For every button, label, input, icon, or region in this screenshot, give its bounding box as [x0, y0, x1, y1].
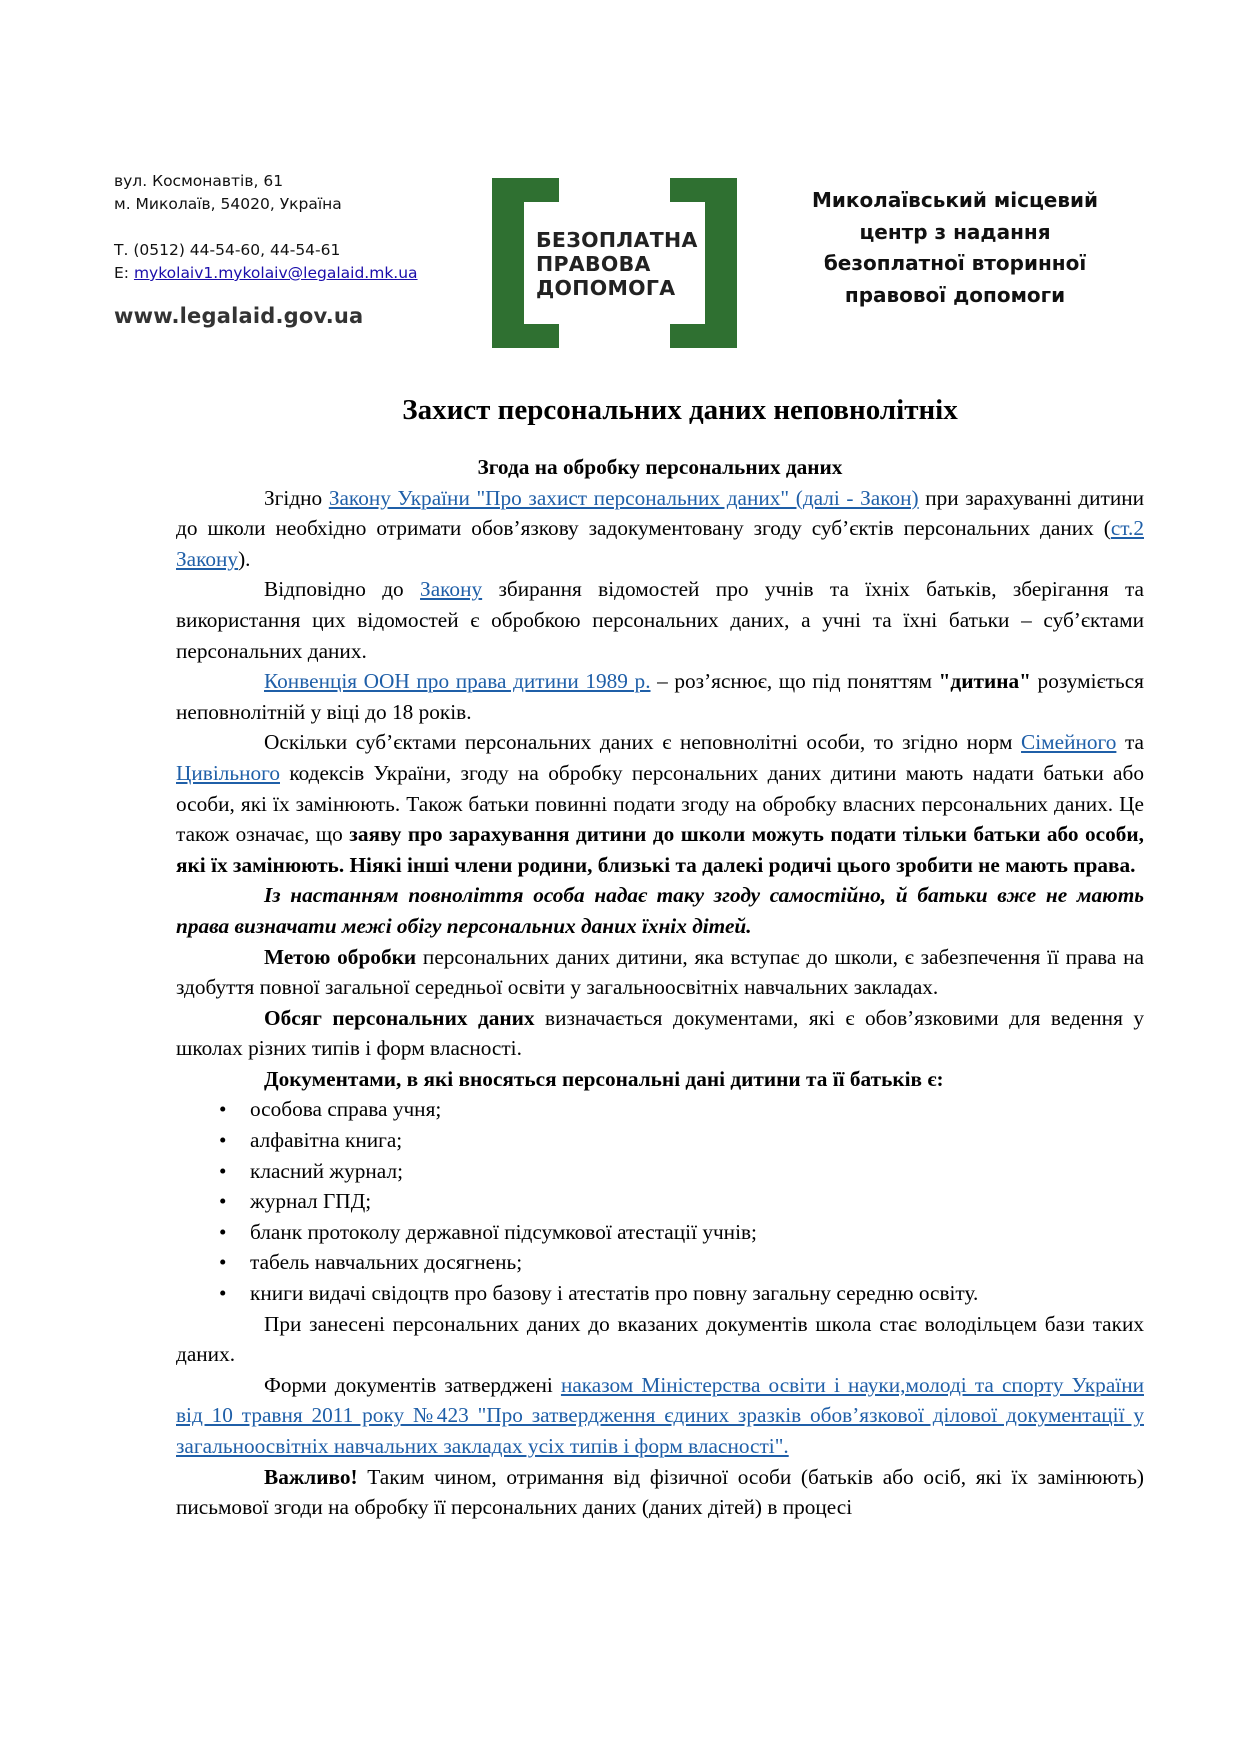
bullet-icon: • — [219, 1281, 227, 1306]
organization-name — [790, 185, 1120, 311]
text: – роз’яснює, що під поняттям — [650, 669, 939, 694]
list-item — [176, 1217, 1144, 1248]
text: Згідно — [264, 485, 329, 510]
text: Оскільки суб’єктами персональних даних є неповнолітні особи, то згідно норм — [264, 730, 1022, 755]
text: Таким чином, отримання від фізичної особи (батьків або осіб, які їх замінюють) письмової згоди на обробку її персональних даних (даних дітей) в процесі — [176, 1464, 1144, 1520]
org-line-1: Миколаївський місцевий — [811, 188, 1099, 212]
email-row — [114, 262, 454, 285]
list-item-text: бланк протоколу державної підсумкової атестації учнів; — [250, 1219, 757, 1244]
paragraph-law-reference — [176, 483, 1144, 575]
un-convention-link[interactable]: Конвенція ООН про права дитини 1989 р. — [264, 669, 651, 694]
list-item — [176, 1156, 1144, 1187]
list-heading — [176, 1064, 1144, 1095]
bold-term: "дитина" — [938, 669, 1031, 694]
law-link[interactable]: Закону України "Про захист персональних даних" (далі - Закон) — [328, 485, 919, 510]
bold-term: Обсяг персональних даних — [264, 1005, 535, 1030]
family-code-link[interactable]: Сімейного — [1021, 730, 1117, 755]
bullet-icon: • — [219, 1128, 227, 1153]
org-line-3: безоплатної вторинної — [823, 251, 1087, 275]
paragraph-purpose — [176, 942, 1144, 1003]
list-item — [176, 1125, 1144, 1156]
org-line-4: правової допомоги — [844, 282, 1066, 307]
article-2-link[interactable]: ст.2 Закону — [176, 516, 1144, 571]
text: та — [1116, 730, 1144, 755]
logo-line-3: ДОПОМОГА — [536, 276, 676, 300]
bold-term: Важливо! — [264, 1464, 358, 1489]
text: кодексів України, згоду на обробку персональних даних дитини мають надати батьки або особи, які їх замінюють. Також батьки повинні подати згоду на обробку власних персональних даних. Це також означає, що — [176, 760, 1144, 847]
ministry-order-link[interactable]: наказом Міністерства освіти і науки,молоді та спорту України від 10 травня 2011 року №423 "Про затвердження єдиних зразків обов’язкової ділової документації у загальноосвітніх навчальних закладах усіх типів і форм власності". — [176, 1372, 1144, 1458]
bullet-icon: • — [219, 1097, 227, 1122]
documents-list — [176, 1094, 1144, 1308]
contact-block — [114, 170, 454, 328]
section-heading: Згода на обробку персональних даних — [477, 455, 843, 479]
website-url: www.legalaid.gov.ua — [114, 304, 364, 328]
email-label: Е: — [114, 264, 134, 282]
list-item-text: журнал ГПД; — [250, 1189, 372, 1214]
logo-line-1: БЕЗОПЛАТНА — [536, 228, 698, 252]
bullet-icon: • — [219, 1158, 227, 1183]
text: розуміється неповнолітній у віці до 18 років. — [176, 669, 1144, 724]
list-item-text: особова справа учня; — [250, 1097, 442, 1122]
page-title: Захист персональних даних неповнолітніх — [402, 394, 958, 426]
list-item-text: табель навчальних досягнень; — [250, 1250, 523, 1275]
legal-aid-logo — [492, 178, 737, 348]
bullet-icon: • — [219, 1250, 227, 1275]
logo-bracket-right-stem — [705, 178, 737, 348]
org-line-2: центр з надання — [859, 219, 1051, 244]
text: збирання відомостей про учнів та їхніх батьків, зберігання та використання цих відомостей є обробкою персональних даних, а учні та їхні батьки – суб’єктами персональних даних. — [176, 577, 1144, 663]
paragraph-database-owner: При занесені персональних даних до вказаних документів школа стає володільцем бази таких даних. — [176, 1311, 1144, 1367]
paragraph-data-processing — [176, 574, 1144, 666]
document-body — [176, 390, 1144, 1523]
logo-bracket-right-top — [670, 178, 737, 202]
address-line-2: м. Миколаїв, 54020, Україна — [114, 195, 342, 213]
paragraph-adulthood: Із настанням повноліття особа надає таку згоду самостійно, й батьки вже не мають права визначати межі обігу персональних даних їхніх дітей. — [176, 883, 1144, 938]
paragraph-scope — [176, 1003, 1144, 1064]
paragraph-convention — [176, 666, 1144, 727]
list-heading-text: Документами, в які вносяться персональні дані дитини та її батьків є: — [264, 1066, 944, 1091]
paragraph-consent-rules — [176, 727, 1144, 880]
list-item — [176, 1278, 1144, 1309]
phone-numbers: Т. (0512) 44-54-60, 44-54-61 — [114, 241, 341, 259]
paragraph-important — [176, 1462, 1144, 1523]
bullet-icon: • — [219, 1219, 227, 1244]
address-line-1: вул. Космонавтів, 61 — [114, 172, 284, 190]
list-item — [176, 1247, 1144, 1278]
text: Відповідно до — [264, 577, 421, 602]
list-item — [176, 1094, 1144, 1125]
email-link[interactable]: mykolaiv1.mykolaiv@legalaid.mk.ua — [133, 264, 418, 282]
text: визначається документами, які є обов’язковими для ведення у школах різних типів і форм власності. — [176, 1005, 1144, 1061]
text: при зарахуванні дитини до школи необхідно отримати обов’язкову задокументовану згоду суб’єктів персональних даних ( — [176, 485, 1145, 541]
list-item — [176, 1186, 1144, 1217]
list-item-text: класний журнал; — [250, 1158, 403, 1183]
list-item-text: книги видачі свідоцтв про базову і атестатів про повну загальну середню освіту. — [250, 1281, 979, 1306]
bullet-icon: • — [219, 1189, 227, 1214]
bold-term: Метою обробки — [264, 944, 417, 969]
text: Форми документів затверджені — [264, 1372, 561, 1397]
logo-bracket-right-bottom — [670, 324, 737, 348]
text: персональних даних дитини, яка вступає до школи, є забезпечення її права на здобуття повної загальної середньої освіти у загальноосвітніх навчальних закладах. — [176, 944, 1144, 1000]
logo-bracket-left-stem — [492, 178, 524, 348]
bold-statement: заяву про зарахування дитини до школи можуть подати тільки батьки або особи, які їх замінюють. Ніякі інші члени родини, близькі та далекі родичі цього зробити не мають права. — [176, 822, 1144, 877]
civil-code-link[interactable]: Цивільного — [176, 760, 280, 785]
text: ). — [238, 546, 251, 571]
list-item-text: алфавітна книга; — [250, 1128, 403, 1153]
logo-text — [536, 228, 698, 300]
law-link-2[interactable]: Закону — [420, 577, 483, 602]
logo-line-2: ПРАВОВА — [536, 252, 651, 276]
paragraph-forms-approved — [176, 1370, 1144, 1462]
